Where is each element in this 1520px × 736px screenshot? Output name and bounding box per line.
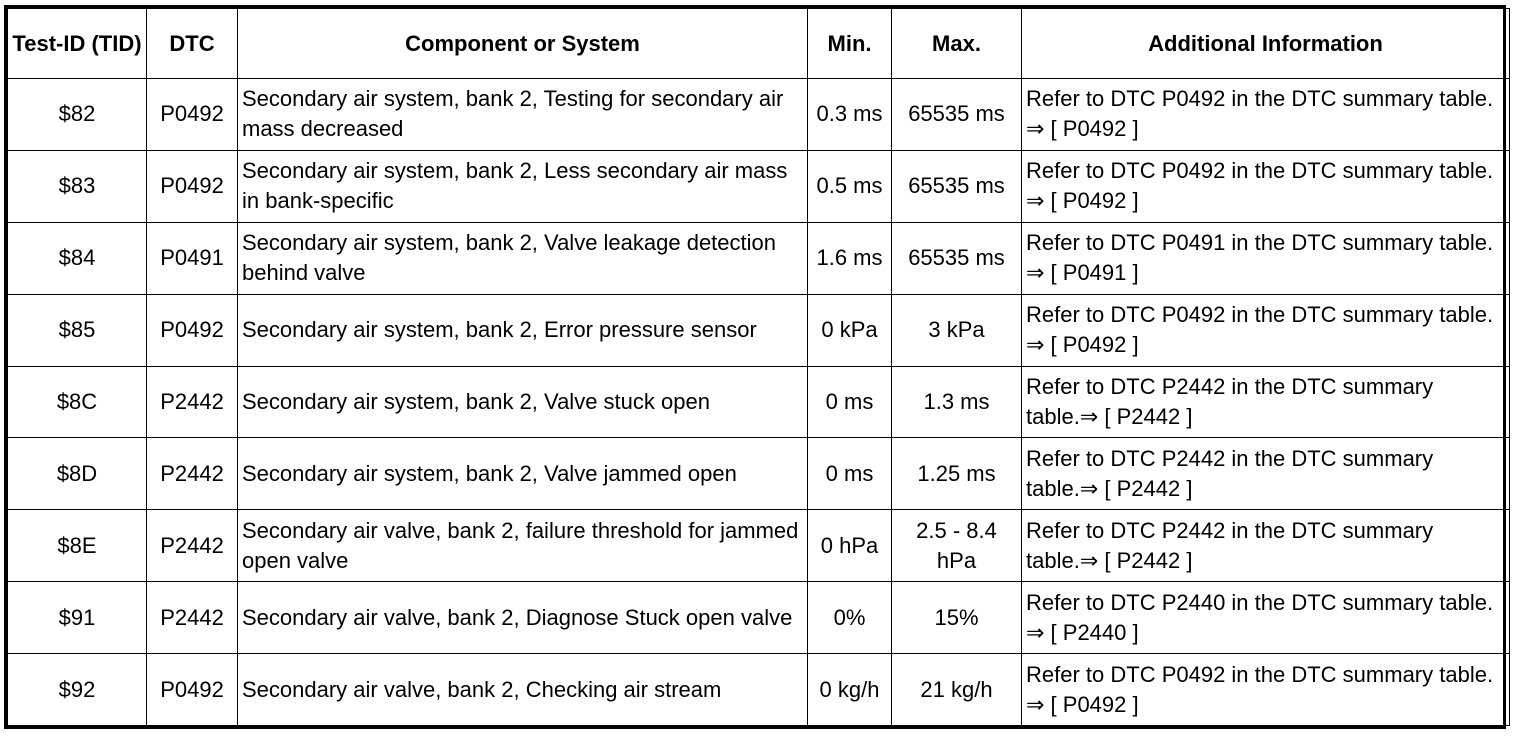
- cell-component: Secondary air system, bank 2, Valve jammed open: [238, 438, 808, 510]
- cell-component: Secondary air system, bank 2, Error pressure sensor: [238, 294, 808, 366]
- table-header-row: [8, 9, 1510, 79]
- cell-tid: $8E: [8, 510, 147, 582]
- header-dtc: DTC: [147, 9, 238, 79]
- cell-min: 0%: [808, 582, 892, 654]
- cell-component: Secondary air valve, bank 2, failure threshold for jammed open valve: [238, 510, 808, 582]
- cell-info: Refer to DTC P0492 in the DTC summary table. ⇒ [ P0492 ]: [1022, 150, 1510, 222]
- cell-tid: $91: [8, 582, 147, 654]
- cell-dtc: P0492: [147, 294, 238, 366]
- header-max: Max.: [892, 9, 1022, 79]
- table-body: [8, 79, 1510, 726]
- diagnostic-table-container: [4, 5, 1506, 729]
- cell-info: Refer to DTC P2442 in the DTC summary table.⇒ [ P2442 ]: [1022, 438, 1510, 510]
- cell-max: 65535 ms: [892, 79, 1022, 151]
- cell-info: Refer to DTC P2442 in the DTC summary table.⇒ [ P2442 ]: [1022, 366, 1510, 438]
- cell-dtc: P0492: [147, 150, 238, 222]
- cell-info: Refer to DTC P0492 in the DTC summary table. ⇒ [ P0492 ]: [1022, 654, 1510, 726]
- table-row: [8, 79, 1510, 151]
- cell-tid: $83: [8, 150, 147, 222]
- cell-dtc: P0492: [147, 654, 238, 726]
- cell-component: Secondary air valve, bank 2, Diagnose Stuck open valve: [238, 582, 808, 654]
- cell-tid: $8D: [8, 438, 147, 510]
- cell-tid: $82: [8, 79, 147, 151]
- cell-component: Secondary air system, bank 2, Valve leakage detection behind valve: [238, 222, 808, 294]
- table-row: [8, 510, 1510, 582]
- table-row: [8, 294, 1510, 366]
- cell-max: 1.3 ms: [892, 366, 1022, 438]
- cell-dtc: P0492: [147, 79, 238, 151]
- cell-max: 65535 ms: [892, 150, 1022, 222]
- cell-tid: $84: [8, 222, 147, 294]
- table-row: [8, 438, 1510, 510]
- cell-component: Secondary air system, bank 2, Less secondary air mass in bank-specific: [238, 150, 808, 222]
- cell-min: 0 ms: [808, 366, 892, 438]
- cell-dtc: P2442: [147, 510, 238, 582]
- cell-min: 0 hPa: [808, 510, 892, 582]
- cell-max: 65535 ms: [892, 222, 1022, 294]
- cell-min: 0.3 ms: [808, 79, 892, 151]
- cell-max: 3 kPa: [892, 294, 1022, 366]
- header-min: Min.: [808, 9, 892, 79]
- cell-component: Secondary air valve, bank 2, Checking air stream: [238, 654, 808, 726]
- cell-max: 15%: [892, 582, 1022, 654]
- cell-info: Refer to DTC P2442 in the DTC summary table.⇒ [ P2442 ]: [1022, 510, 1510, 582]
- cell-dtc: P2442: [147, 366, 238, 438]
- cell-max: 2.5 - 8.4 hPa: [892, 510, 1022, 582]
- table-row: [8, 582, 1510, 654]
- header-component: Component or System: [238, 9, 808, 79]
- cell-tid: $8C: [8, 366, 147, 438]
- cell-tid: $85: [8, 294, 147, 366]
- diagnostic-test-table: [7, 8, 1510, 726]
- cell-component: Secondary air system, bank 2, Testing for secondary air mass decreased: [238, 79, 808, 151]
- cell-min: 1.6 ms: [808, 222, 892, 294]
- cell-info: Refer to DTC P0492 in the DTC summary table. ⇒ [ P0492 ]: [1022, 294, 1510, 366]
- cell-component: Secondary air system, bank 2, Valve stuck open: [238, 366, 808, 438]
- table-row: [8, 222, 1510, 294]
- cell-max: 21 kg/h: [892, 654, 1022, 726]
- header-tid: Test-ID (TID): [8, 9, 147, 79]
- cell-dtc: P2442: [147, 582, 238, 654]
- cell-dtc: P0491: [147, 222, 238, 294]
- cell-min: 0 kPa: [808, 294, 892, 366]
- cell-min: 0.5 ms: [808, 150, 892, 222]
- header-info: Additional Information: [1022, 9, 1510, 79]
- cell-info: Refer to DTC P2440 in the DTC summary table. ⇒ [ P2440 ]: [1022, 582, 1510, 654]
- table-row: [8, 654, 1510, 726]
- cell-dtc: P2442: [147, 438, 238, 510]
- cell-info: Refer to DTC P0492 in the DTC summary table. ⇒ [ P0492 ]: [1022, 79, 1510, 151]
- cell-tid: $92: [8, 654, 147, 726]
- table-row: [8, 366, 1510, 438]
- cell-max: 1.25 ms: [892, 438, 1022, 510]
- table-row: [8, 150, 1510, 222]
- cell-info: Refer to DTC P0491 in the DTC summary table. ⇒ [ P0491 ]: [1022, 222, 1510, 294]
- cell-min: 0 ms: [808, 438, 892, 510]
- cell-min: 0 kg/h: [808, 654, 892, 726]
